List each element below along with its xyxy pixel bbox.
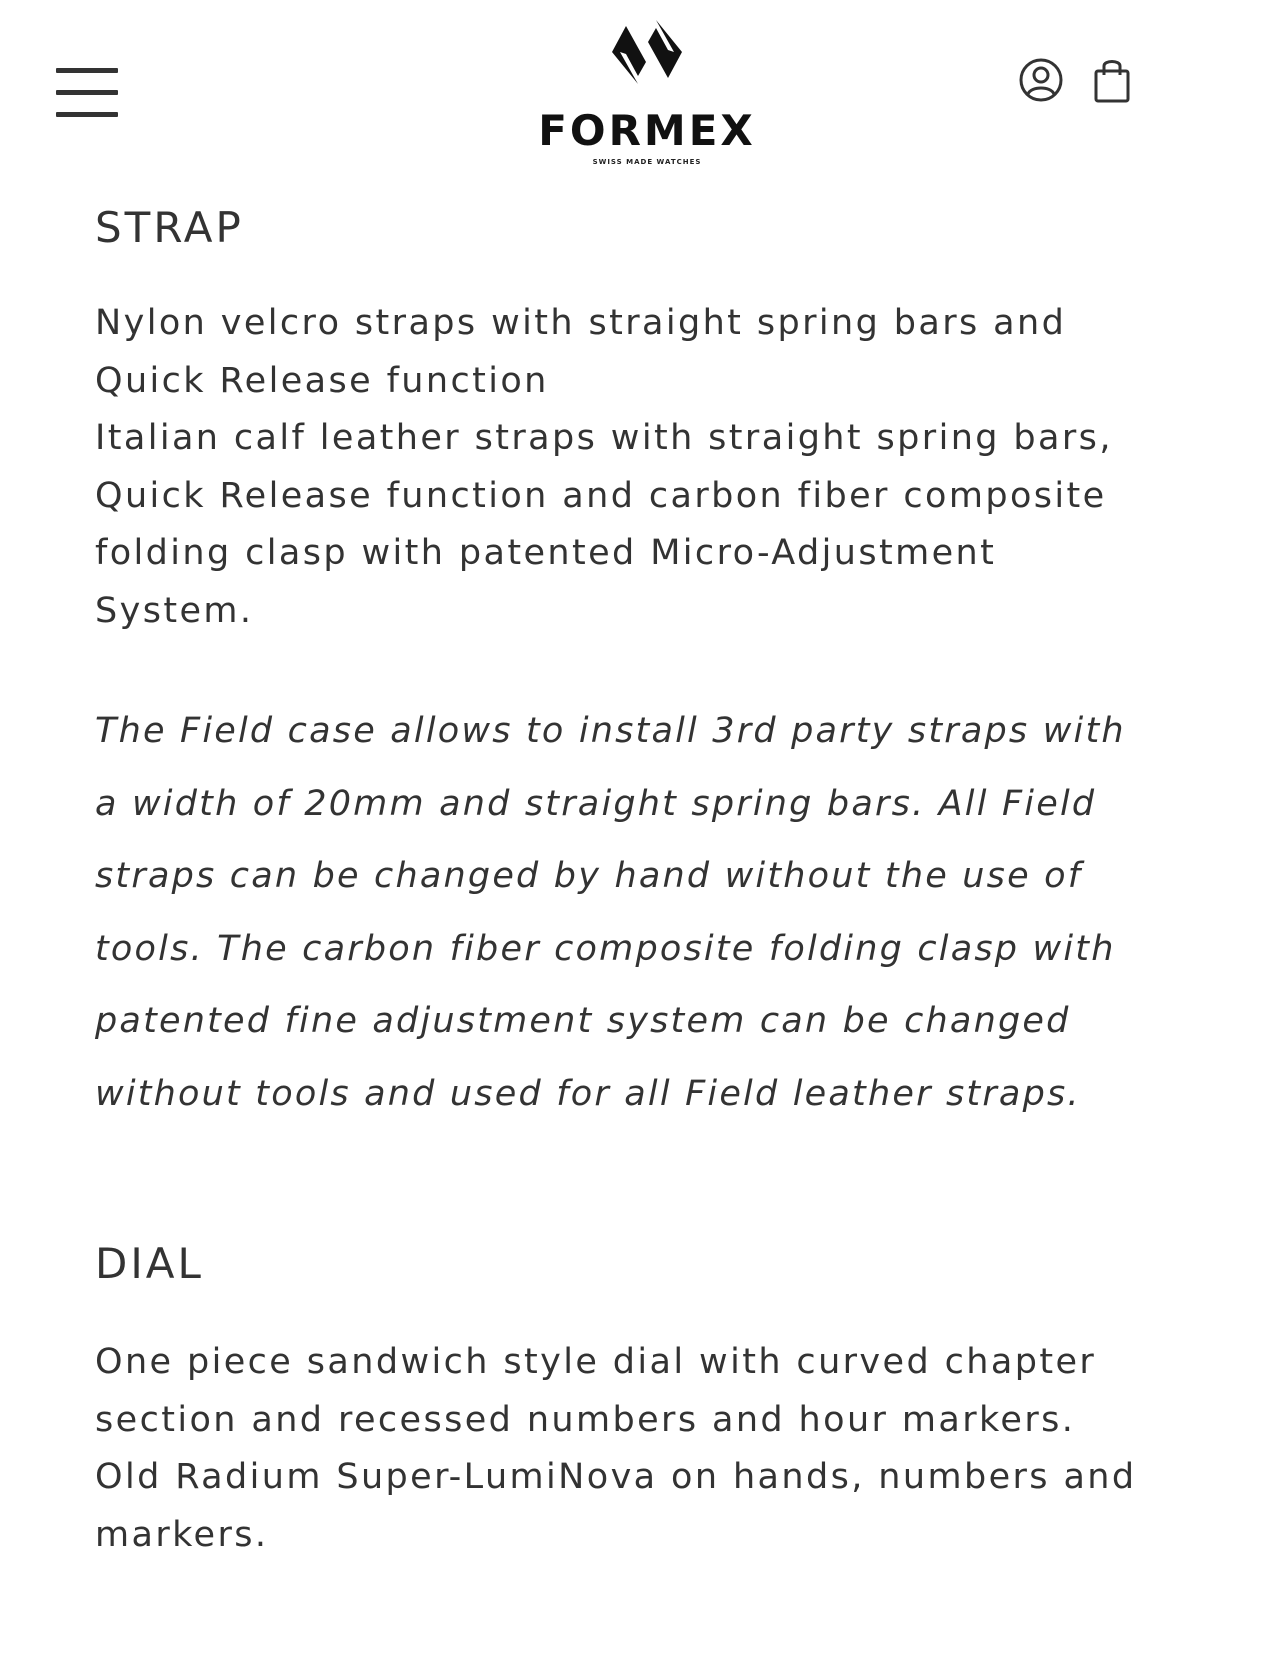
text-line: a width of 20mm and straight spring bars. All Field: [95, 783, 1097, 824]
shopping-bag-icon[interactable]: [1092, 56, 1132, 104]
section-title-dial: DIAL: [95, 1239, 204, 1288]
formex-logo-mark-icon: [608, 18, 686, 86]
brand-logo[interactable]: [532, 18, 762, 166]
menu-bar: [56, 90, 118, 95]
product-specs: [95, 200, 1215, 1564]
strap-description: [95, 295, 1215, 640]
text-line: One piece sandwich style dial with curved chapter: [95, 1342, 1097, 1382]
menu-bar: [56, 112, 118, 117]
site-header: [0, 0, 1284, 170]
hamburger-menu-icon[interactable]: [56, 68, 118, 120]
text-line: System.: [95, 590, 254, 631]
text-line: without tools and used for all Field leather straps.: [95, 1073, 1081, 1114]
text-line: The Field case allows to install 3rd party straps with: [95, 711, 1126, 751]
text-line: Italian calf leather straps with straight spring bars,: [95, 418, 1113, 458]
dial-description: [95, 1334, 1215, 1564]
text-line: tools. The carbon fiber composite folding clasp with: [95, 928, 1116, 969]
brand-tagline: SWISS MADE WATCHES: [592, 158, 702, 166]
account-icon[interactable]: [1018, 57, 1064, 103]
brand-name: FORMEX: [538, 106, 756, 155]
text-line: markers.: [95, 1514, 269, 1555]
text-line: patented fine adjustment system can be changed: [95, 1001, 1071, 1041]
section-title-strap: STRAP: [95, 203, 244, 252]
text-line: folding clasp with patented Micro-Adjustment: [95, 533, 997, 573]
text-line: Quick Release function and carbon fiber composite: [95, 475, 1107, 516]
strap-note: [95, 695, 1215, 1130]
text-line: Quick Release function: [95, 360, 549, 401]
menu-bar: [56, 68, 118, 73]
text-line: section and recessed numbers and hour markers.: [95, 1399, 1076, 1440]
text-line: straps can be changed by hand without the use of: [95, 856, 1083, 896]
text-line: Old Radium Super-LumiNova on hands, numbers and: [95, 1457, 1137, 1497]
text-line: Nylon velcro straps with straight spring bars and: [95, 303, 1067, 343]
